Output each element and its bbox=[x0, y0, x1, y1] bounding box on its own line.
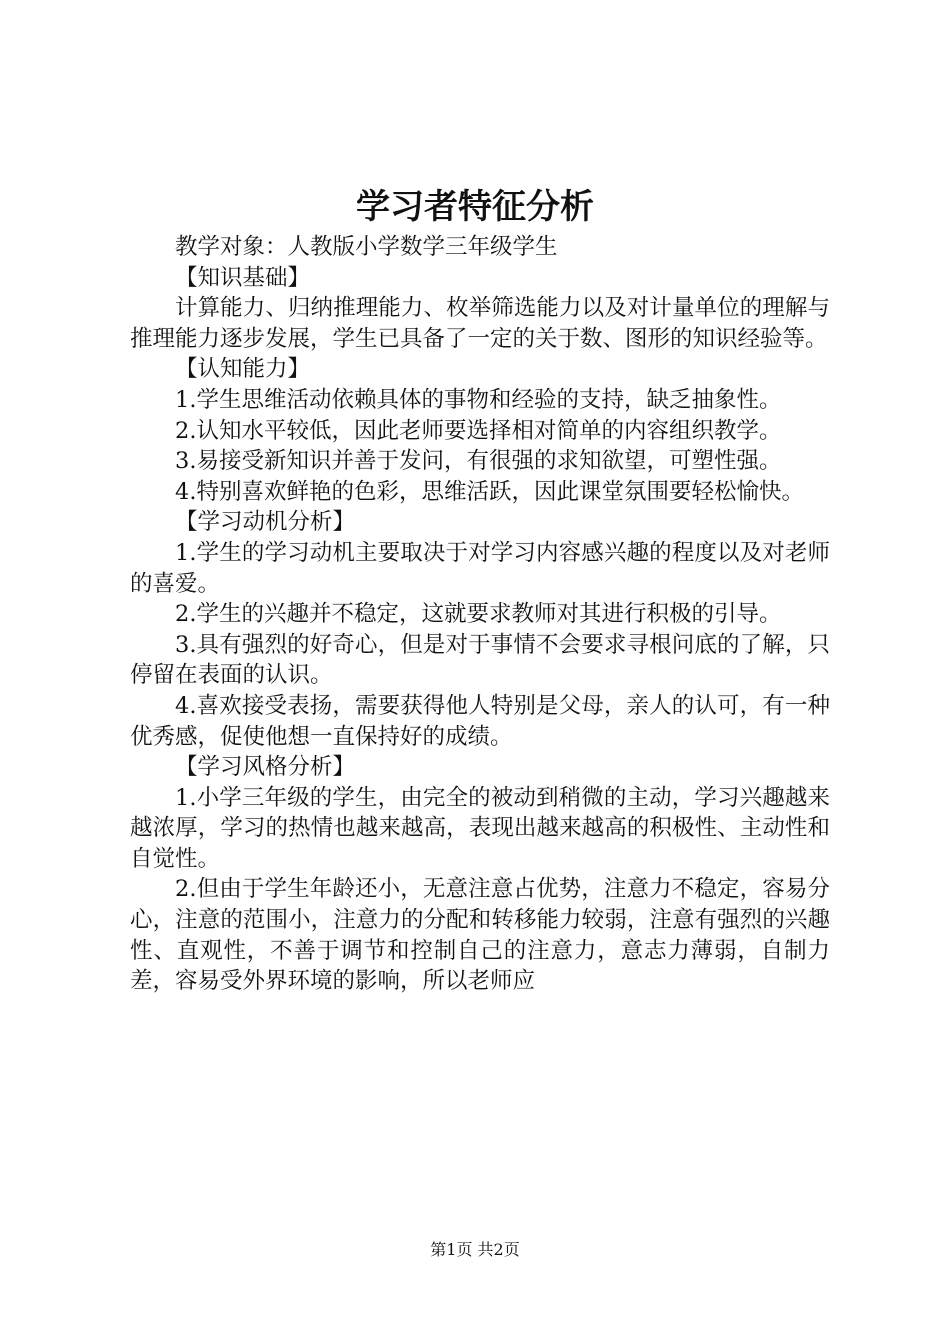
document-title: 学习者特征分析 bbox=[356, 187, 594, 227]
paragraph: 计算能力、归纳推理能力、枚举筛选能力以及对计量单位的理解与推理能力逐步发展，学生已具备了一定的关于数、图形的知识经验等。 bbox=[130, 295, 830, 352]
list-item: 1.学生思维活动依赖具体的事物和经验的支持，缺乏抽象性。 bbox=[175, 386, 782, 413]
list-item: 2.认知水平较低，因此老师要选择相对简单的内容组织教学。 bbox=[175, 417, 782, 444]
list-item: 2.但由于学生年龄还小，无意注意占优势，注意力不稳定，容易分心，注意的范围小，注意力的分配和转移能力较弱，注意有强烈的兴趣性、直观性，不善于调节和控制自己的注意力，意志力薄弱，自制力差，容易受外界环境的影响，所以老师应 bbox=[130, 876, 830, 995]
document-body bbox=[130, 232, 830, 997]
section-heading-learning-motivation: 【学习动机分析】 bbox=[175, 509, 356, 536]
list-item: 3.易接受新知识并善于发问，有很强的求知欲望，可塑性强。 bbox=[175, 448, 782, 475]
section-heading-learning-style: 【学习风格分析】 bbox=[175, 754, 356, 781]
list-item: 2.学生的兴趣并不稳定，这就要求教师对其进行积极的引导。 bbox=[175, 601, 782, 628]
paragraph-teaching-target: 教学对象：人教版小学数学三年级学生 bbox=[175, 234, 558, 260]
list-item: 4.喜欢接受表扬，需要获得他人特别是父母，亲人的认可，有一种优秀感，促使他想一直保持好的成绩。 bbox=[130, 692, 830, 750]
section-heading-knowledge-basis: 【知识基础】 bbox=[175, 264, 311, 291]
list-item: 1.学生的学习动机主要取决于对学习内容感兴趣的程度以及对老师的喜爱。 bbox=[130, 539, 830, 597]
list-item: 3.具有强烈的好奇心，但是对于事情不会要求寻根问底的了解，只停留在表面的认识。 bbox=[130, 631, 830, 689]
list-item: 4.特别喜欢鲜艳的色彩，思维活跃，因此课堂氛围要轻松愉快。 bbox=[175, 478, 804, 505]
section-heading-cognitive-ability: 【认知能力】 bbox=[175, 356, 311, 383]
page-footer: 第1页 共2页 bbox=[430, 1240, 520, 1259]
list-item: 1.小学三年级的学生，由完全的被动到稍微的主动，学习兴趣越来越浓厚，学习的热情也越来越高，表现出越来越高的积极性、主动性和自觉性。 bbox=[130, 784, 830, 872]
